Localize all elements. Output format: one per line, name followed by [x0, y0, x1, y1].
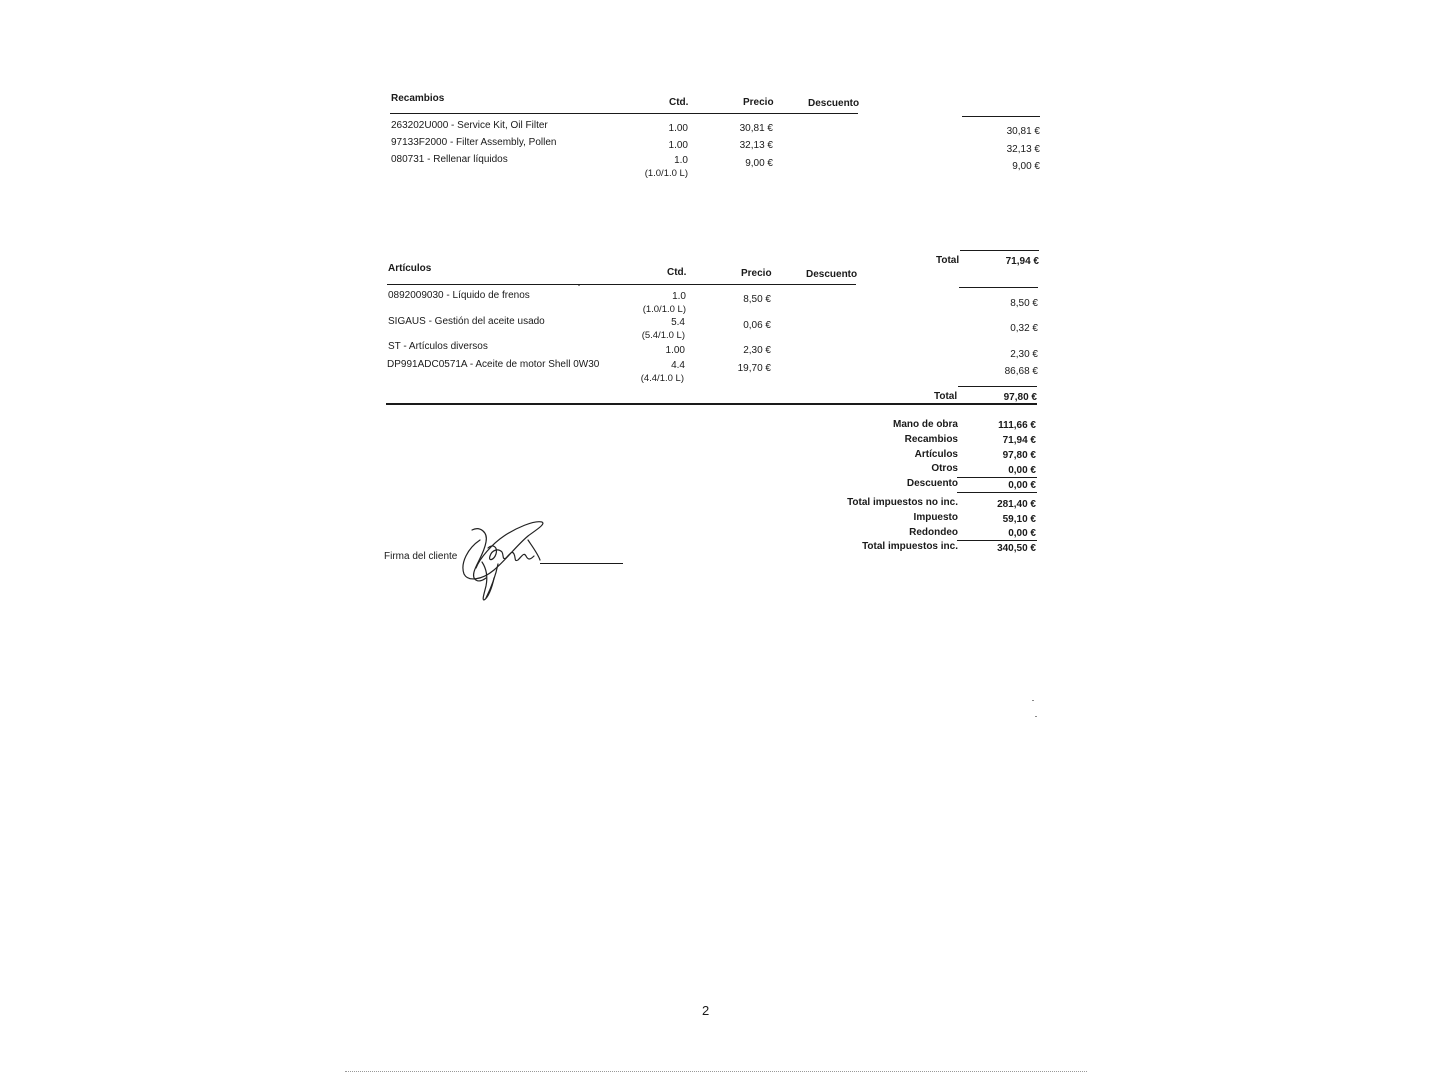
summary-label-grand-total: Total impuestos inc. — [862, 541, 958, 552]
table-row-price: 2,30 € — [743, 345, 771, 356]
articulos-total-col-rule — [959, 287, 1038, 288]
table-row-desc: DP991ADC0571A - Aceite de motor Shell 0W30 — [387, 359, 600, 370]
summary-label-rounding: Redondeo — [909, 527, 958, 538]
articulos-total-label: Total — [934, 391, 958, 402]
articulos-total-value: 97,80 € — [1003, 392, 1037, 403]
section-divider — [386, 403, 1037, 405]
articulos-header-qty: Ctd. — [667, 267, 687, 278]
recambios-total-col-rule — [962, 116, 1040, 117]
summary-label-others: Otros — [931, 463, 958, 474]
summary-label-discount: Descuento — [906, 478, 958, 489]
articulos-header-rule — [387, 284, 856, 285]
recambios-header-rule — [390, 113, 858, 114]
table-row-qty: 1.0 — [672, 291, 686, 302]
recambios-total-label: Total — [936, 255, 960, 266]
table-row-total: 8,50 € — [1010, 298, 1038, 309]
articulos-header-discount: Descuento — [806, 269, 858, 280]
table-row-total: 86,68 € — [1004, 366, 1038, 377]
table-row-qty: 1.00 — [665, 345, 685, 356]
recambios-header-discount: Descuento — [808, 98, 860, 109]
summary-value-tax: 59,10 € — [1002, 514, 1036, 525]
table-row-price: 19,70 € — [737, 363, 771, 374]
table-row-total: 30,81 € — [1006, 126, 1040, 137]
table-row-qty-sub: (1.0/1.0 L) — [642, 304, 686, 315]
recambios-header-name: Recambios — [391, 93, 445, 104]
summary-value-grand-total: 340,50 € — [997, 543, 1036, 554]
summary-value-parts: 71,94 € — [1002, 435, 1036, 446]
table-row-qty-sub: (5.4/1.0 L) — [641, 330, 685, 341]
table-row-qty-sub: (4.4/1.0 L) — [640, 373, 684, 384]
articulos-header-name: Artículos — [388, 263, 432, 274]
recambios-header-price: Precio — [743, 97, 774, 108]
signature-line — [540, 563, 623, 564]
page-bottom-edge — [345, 1071, 1087, 1072]
summary-value-labor: 111,66 € — [998, 420, 1036, 431]
handwritten-signature — [458, 518, 550, 604]
recambios-header-qty: Ctd. — [669, 97, 689, 108]
table-row-qty: 1.00 — [668, 123, 688, 134]
table-row-total: 32,13 € — [1006, 144, 1040, 155]
articulos-header-price: Precio — [741, 268, 772, 279]
table-row-price: 30,81 € — [739, 123, 773, 134]
articulos-total-rule — [958, 386, 1037, 387]
table-row-desc: SIGAUS - Gestión del aceite usado — [388, 316, 545, 327]
summary-label-subtotal: Total impuestos no inc. — [847, 497, 958, 508]
summary-label-articles: Artículos — [914, 449, 958, 460]
table-row-price: 0,06 € — [743, 320, 771, 331]
table-row-total: 2,30 € — [1010, 349, 1038, 360]
summary-value-rounding: 0,00 € — [1008, 528, 1036, 539]
recambios-total-value: 71,94 € — [1005, 256, 1039, 267]
scan-speck — [1035, 716, 1037, 717]
table-row-desc: 263202U000 - Service Kit, Oil Filter — [391, 120, 548, 131]
table-row-price: 9,00 € — [745, 158, 773, 169]
summary-rule-1 — [957, 477, 1037, 478]
scan-speck — [578, 285, 580, 286]
recambios-total-rule — [960, 250, 1039, 251]
table-row-desc: ST - Artículos diversos — [388, 341, 488, 352]
table-row-qty-sub: (1.0/1.0 L) — [644, 168, 688, 179]
table-row-desc: 0892009030 - Líquido de frenos — [388, 290, 530, 301]
signature-label: Firma del cliente — [384, 551, 458, 562]
table-row-price: 8,50 € — [743, 294, 771, 305]
scan-speck — [1032, 700, 1034, 701]
table-row-price: 32,13 € — [739, 140, 773, 151]
table-row-qty: 1.0 — [674, 155, 688, 166]
summary-value-others: 0,00 € — [1008, 465, 1036, 476]
summary-value-discount: 0,00 € — [1008, 480, 1036, 491]
summary-label-parts: Recambios — [904, 434, 958, 445]
table-row-total: 9,00 € — [1012, 161, 1040, 172]
page-number: 2 — [702, 1003, 710, 1018]
summary-value-subtotal: 281,40 € — [997, 499, 1036, 510]
summary-label-tax: Impuesto — [913, 512, 958, 523]
table-row-desc: 080731 - Rellenar líquidos — [391, 154, 508, 165]
table-row-qty: 1.00 — [668, 140, 688, 151]
table-row-qty: 4.4 — [671, 360, 685, 371]
summary-label-labor: Mano de obra — [892, 419, 958, 430]
summary-value-articles: 97,80 € — [1002, 450, 1036, 461]
table-row-qty: 5.4 — [671, 317, 685, 328]
summary-rule-2 — [957, 492, 1037, 493]
summary-rule-3 — [957, 540, 1037, 541]
table-row-total: 0,32 € — [1010, 323, 1038, 334]
table-row-desc: 97133F2000 - Filter Assembly, Pollen — [391, 137, 557, 148]
